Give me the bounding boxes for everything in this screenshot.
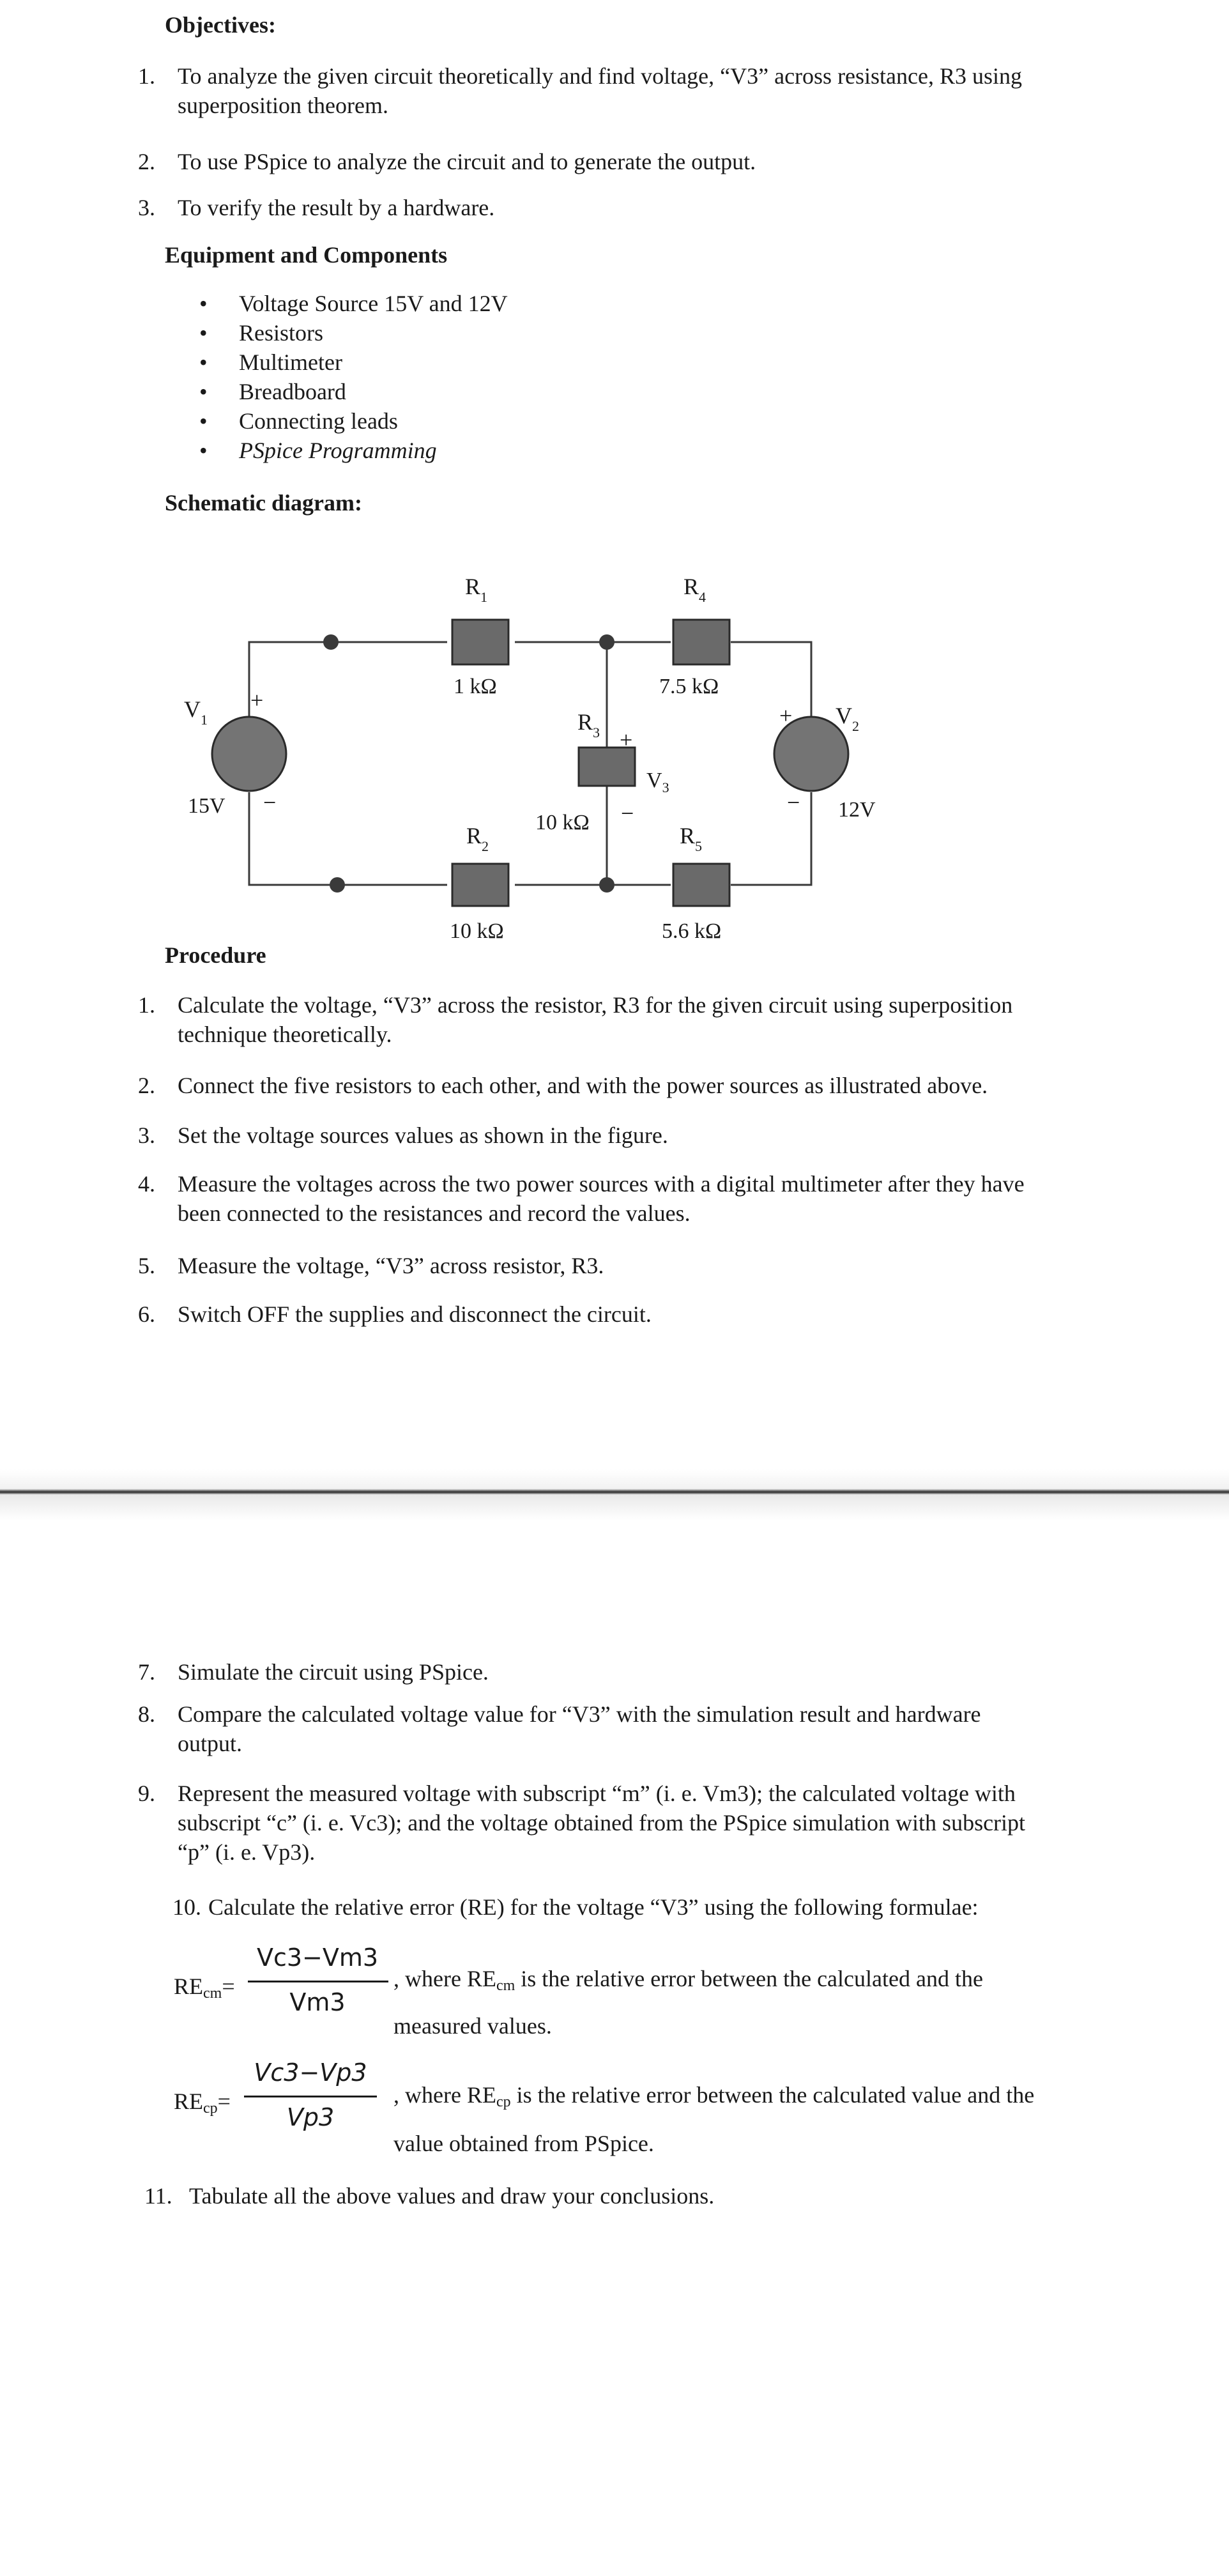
circuit-diagram [0, 562, 1229, 958]
bullet-icon: • [199, 349, 208, 375]
v3-minus-sign: − [621, 801, 634, 826]
procedure-heading: Procedure [165, 942, 266, 968]
procedure-line: Compare the calculated voltage value for “V3” with the simulation result and hardware [178, 1701, 981, 1727]
resistor-r1 [452, 620, 508, 664]
procedure-number: 6. [138, 1301, 155, 1327]
formula-re-cm-description-2: measured values. [393, 2013, 552, 2039]
procedure-number: 8. [138, 1701, 155, 1727]
voltage-source-v1 [212, 717, 286, 791]
procedure-line: Connect the five resistors to each other, and with the power sources as illustrated above. [178, 1073, 988, 1098]
equipment-label: Connecting leads [239, 408, 398, 434]
procedure-number: 2. [138, 1073, 155, 1098]
equipment-label: Breadboard [239, 379, 346, 404]
v2-value: 12V [838, 798, 876, 822]
r1-value: 1 kΩ [454, 675, 497, 698]
procedure-number: 5. [138, 1253, 155, 1278]
procedure-number: 11. [144, 2183, 172, 2209]
objective-line: To use PSpice to analyze the circuit and to generate the output. [178, 149, 756, 174]
procedure-line: Switch OFF the supplies and disconnect the circuit. [178, 1301, 652, 1327]
r2-value: 10 kΩ [450, 919, 504, 943]
fraction-bar [248, 1981, 388, 1982]
procedure-line: output. [178, 1731, 243, 1756]
v3-plus-sign: + [620, 727, 633, 753]
objectives-heading: Objectives: [165, 12, 276, 38]
bullet-icon: • [199, 320, 208, 346]
r3-value: 10 kΩ [535, 811, 590, 834]
procedure-line: Calculate the relative error (RE) for the voltage “V3” using the following formulae: [208, 1894, 979, 1920]
objective-number: 1. [138, 63, 155, 89]
r5-value: 5.6 kΩ [662, 919, 722, 943]
procedure-line: technique theoretically. [178, 1022, 392, 1047]
procedure-line: Measure the voltage, “V3” across resistor, R3. [178, 1253, 604, 1278]
objective-line: To verify the result by a hardware. [178, 195, 495, 220]
node-dot [323, 634, 339, 650]
v2-plus-sign: + [779, 703, 793, 728]
procedure-line: subscript “c” (i. e. Vc3); and the voltage obtained from the PSpice simulation with subscript [178, 1810, 1026, 1836]
equipment-label: Voltage Source 15V and 12V [239, 291, 508, 316]
v2-label: $V_2$ [836, 703, 859, 734]
r5-label: $R_5$ [680, 823, 703, 854]
resistor-r2 [452, 864, 508, 906]
procedure-number: 4. [138, 1171, 155, 1197]
fraction-bar [244, 2096, 377, 2097]
page-shadow [0, 1495, 1229, 1521]
node-dot [599, 877, 614, 893]
circuit-wires [249, 642, 811, 885]
equipment-heading: Equipment and Components [165, 242, 448, 268]
r4-label: $R_4$ [683, 574, 706, 605]
procedure-line: been connected to the resistances and record the values. [178, 1200, 691, 1226]
formula-re-cp-description: , where $RE_{cp}$ is the relative error between the calculated value and the [393, 2082, 1035, 2110]
formula-re-cp-numerator: Vc3−Vp3 [254, 2058, 367, 2087]
bullet-icon: • [199, 291, 208, 316]
formula-re-cp-lhs: $RE_{cp}=$ [174, 2089, 231, 2117]
procedure-number: 3. [138, 1123, 155, 1148]
procedure-line: Calculate the voltage, “V3” across the resistor, R3 for the given circuit using superposition [178, 992, 1013, 1018]
procedure-line: Set the voltage sources values as shown in the figure. [178, 1123, 668, 1148]
formula-re-cm-numerator: Vc3−Vm3 [256, 1943, 379, 1972]
r3-label: $R_3$ [577, 709, 600, 740]
formula-re-cp-denominator: Vp3 [286, 2103, 335, 2131]
objective-number: 3. [138, 195, 155, 220]
formula-re-cm-denominator: Vm3 [289, 1988, 346, 2016]
procedure-number: 7. [138, 1659, 155, 1685]
v1-label: $V_1$ [184, 696, 208, 728]
procedure-line: Tabulate all the above values and draw your conclusions. [189, 2183, 715, 2209]
procedure-line: Measure the voltages across the two power sources with a digital multimeter after they have [178, 1171, 1025, 1197]
procedure-line: “p” (i. e. Vp3). [178, 1839, 316, 1865]
node-dot [599, 634, 614, 650]
formula-re-cm-description: , where $RE_{cm}$ is the relative error between the calculated and the [393, 1966, 983, 1994]
schematic-heading: Schematic diagram: [165, 490, 362, 516]
objective-number: 2. [138, 149, 155, 174]
resistor-r5 [673, 864, 729, 906]
procedure-number: 9. [138, 1781, 155, 1806]
resistor-r3 [579, 747, 635, 786]
bullet-icon: • [199, 408, 208, 434]
objective-line: To analyze the given circuit theoretically and find voltage, “V3” across resistance, R3 using [178, 63, 1023, 89]
page-shadow [0, 1469, 1229, 1491]
page-divider [0, 1489, 1229, 1495]
wire-v1-r2 [249, 792, 447, 885]
v2-minus-sign: − [787, 790, 800, 815]
procedure-number: 1. [138, 992, 155, 1018]
v1-value: 15V [188, 794, 225, 818]
formula-re-cm-lhs: $RE_{cm}=$ [174, 1974, 235, 2002]
procedure-number: 10. [172, 1894, 201, 1920]
node-dot [330, 877, 345, 893]
equipment-label: Resistors [239, 320, 324, 346]
v1-minus-sign: − [263, 790, 277, 815]
r1-label: $R_1$ [465, 574, 488, 605]
v3-label: $V_3$ [646, 769, 669, 795]
r4-value: 7.5 kΩ [659, 675, 719, 698]
procedure-line: Represent the measured voltage with subscript “m” (i. e. Vm3); the calculated voltage with [178, 1781, 1016, 1806]
equipment-label: PSpice Programming [239, 438, 437, 463]
bullet-icon: • [199, 379, 208, 404]
resistor-r4 [673, 620, 729, 664]
r2-label: $R_2$ [466, 823, 489, 854]
bullet-icon: • [199, 438, 208, 463]
v1-plus-sign: + [250, 687, 264, 713]
formula-re-cp-description-2: value obtained from PSpice. [393, 2131, 654, 2156]
objective-line: superposition theorem. [178, 93, 388, 118]
equipment-label: Multimeter [239, 349, 342, 375]
procedure-line: Simulate the circuit using PSpice. [178, 1659, 489, 1685]
